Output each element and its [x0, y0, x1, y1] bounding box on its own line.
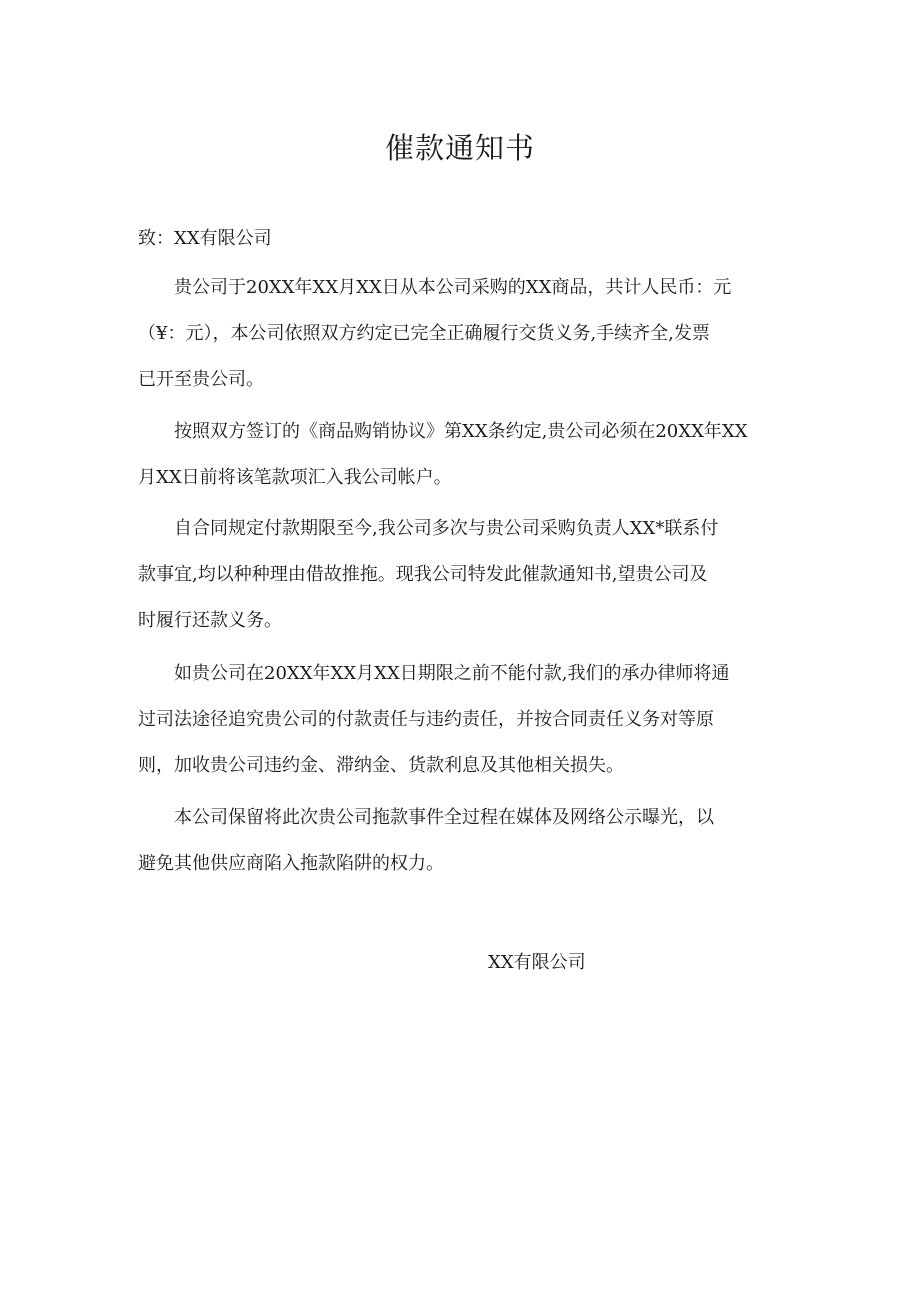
paragraph-line: 自合同规定付款期限至今,我公司多次与贵公司采购负责人XX*联系付: [174, 518, 719, 539]
paragraph-line: 月XX日前将该笔款项汇入我公司帐户。: [138, 467, 452, 488]
paragraph-line: 如贵公司在20XX年XX月XX日期限之前不能付款,我们的承办律师将通: [174, 663, 730, 684]
paragraph-5: [138, 795, 784, 887]
paragraph-3: [138, 506, 784, 644]
paragraph-2: [138, 409, 784, 501]
paragraph-line: 时履行还款义务。: [138, 610, 282, 631]
paragraph-line: 过司法途径追究贵公司的付款责任与违约责任，并按合同责任义务对等原: [138, 709, 714, 730]
paragraph-line: 款事宜,均以种种理由借故推拖。现我公司特发此催款通知书,望贵公司及: [138, 564, 708, 585]
paragraph-line: 已开至贵公司。: [138, 369, 264, 390]
paragraph-line: 按照双方签订的《商品购销协议》第XX条约定,贵公司必须在20XX年XX: [174, 421, 748, 442]
document-title: 催款通知书: [384, 131, 535, 165]
recipient-line: 致：XX有限公司: [138, 228, 272, 249]
paragraph-line: 则，加收贵公司违约金、滞纳金、货款利息及其他相关损失。: [138, 755, 624, 776]
paragraph-1: [138, 265, 784, 403]
paragraph-line: （¥：元），本公司依照双方约定已完全正确履行交货义务,手续齐全,发票: [138, 323, 710, 344]
paragraph-line: 本公司保留将此次贵公司拖款事件全过程在媒体及网络公示曝光，以: [174, 807, 714, 828]
paragraph-4: [138, 651, 784, 789]
signature-company: XX有限公司: [488, 952, 586, 973]
paragraph-line: 贵公司于20XX年XX月XX日从本公司采购的XX商品，共计人民币：元: [174, 277, 732, 298]
paragraph-line: 避免其他供应商陷入拖款陷阱的权力。: [138, 853, 444, 874]
